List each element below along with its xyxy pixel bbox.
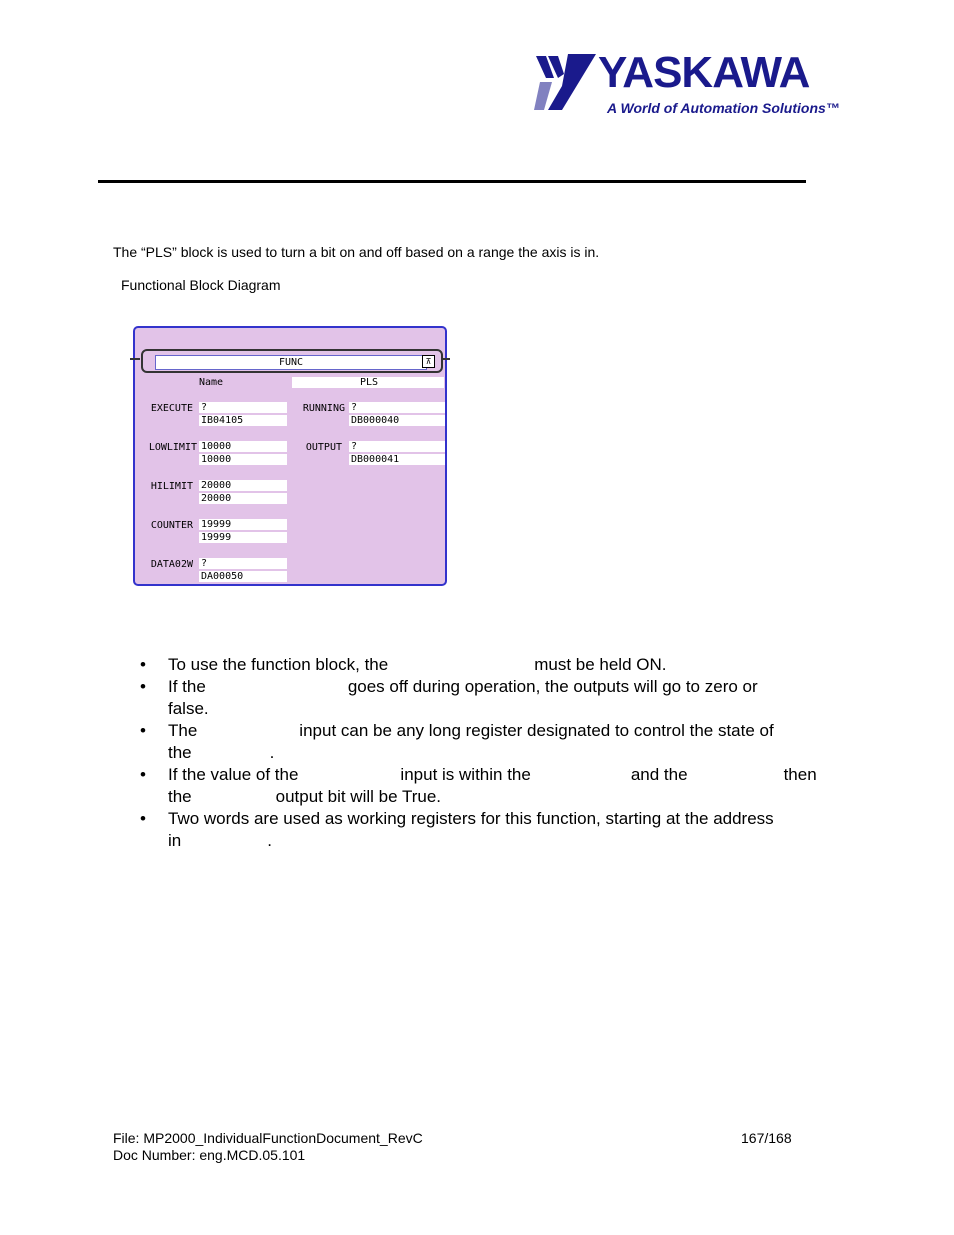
input-label-hilimit: HILIMIT <box>150 481 193 492</box>
input-lowlimit-value1[interactable]: 10000 <box>199 441 287 452</box>
input-label-data02w: DATA02W <box>150 559 193 570</box>
input-hilimit-value1[interactable]: 20000 <box>199 480 287 491</box>
input-hilimit-value2[interactable]: 20000 <box>199 493 287 504</box>
footer-page-number: 167/168 <box>741 1130 792 1146</box>
footer-file-info <box>113 1130 423 1164</box>
input-label-lowlimit: LOWLIMIT <box>148 442 197 453</box>
input-data02w-value2[interactable]: DA00050 <box>199 571 287 582</box>
input-data02w-value1[interactable]: ? <box>199 558 287 569</box>
bullet-icon: • <box>140 677 146 696</box>
output-label-running: RUNNING <box>302 403 345 414</box>
section-label: Functional Block Diagram <box>121 277 281 293</box>
output-running-value1[interactable]: ? <box>349 402 445 413</box>
bullet-icon: • <box>140 721 146 740</box>
output-output-value2[interactable]: DB000041 <box>349 454 445 465</box>
input-execute-value2[interactable]: IB04105 <box>199 415 287 426</box>
bullet-list <box>140 654 840 852</box>
function-block-title: FUNC <box>155 355 427 370</box>
input-lowlimit-value2[interactable]: 10000 <box>199 454 287 465</box>
name-label: Name <box>199 377 224 388</box>
output-output-value1[interactable]: ? <box>349 441 445 452</box>
output-label-output: OUTPUT <box>305 442 342 453</box>
list-item: • Two words are used as working registers for this function, starting at the address in . <box>140 809 774 850</box>
header-rule <box>98 180 806 183</box>
list-item: • If the value of the input is within the and the then the output bit will be True. <box>140 765 817 806</box>
list-item: • The input can be any long register designated to control the state of the . <box>140 721 774 762</box>
logo-tagline: A World of Automation Solutions™ <box>607 100 840 116</box>
list-item: • To use the function block, the must be held ON. <box>140 655 667 674</box>
input-counter-value1[interactable]: 19999 <box>199 519 287 530</box>
output-running-value2[interactable]: DB000040 <box>349 415 445 426</box>
bullet-icon: • <box>140 655 146 674</box>
input-execute-value1[interactable]: ? <box>199 402 287 413</box>
bullet-icon: • <box>140 765 146 784</box>
logo-wordmark: YASKAWA <box>598 48 810 97</box>
list-item: • If the goes off during operation, the outputs will go to zero or false. <box>140 677 758 718</box>
input-counter-value2[interactable]: 19999 <box>199 532 287 543</box>
input-label-counter: COUNTER <box>150 520 193 531</box>
collapse-icon[interactable]: ⊼ <box>422 355 435 368</box>
name-value-field[interactable]: PLS <box>292 377 444 388</box>
function-block-titlebar <box>141 349 441 371</box>
footer-doc-number: Doc Number: eng.MCD.05.101 <box>113 1147 306 1163</box>
intro-paragraph: The “PLS” block is used to turn a bit on and off based on a range the axis is in. <box>113 244 600 260</box>
input-label-execute: EXECUTE <box>150 403 193 414</box>
yaskawa-logo-mark-icon <box>532 52 598 112</box>
function-block-window <box>133 326 447 586</box>
connector-left <box>130 358 140 360</box>
bullet-icon: • <box>140 809 146 828</box>
footer-file: File: MP2000_IndividualFunctionDocument_RevC <box>113 1130 423 1146</box>
